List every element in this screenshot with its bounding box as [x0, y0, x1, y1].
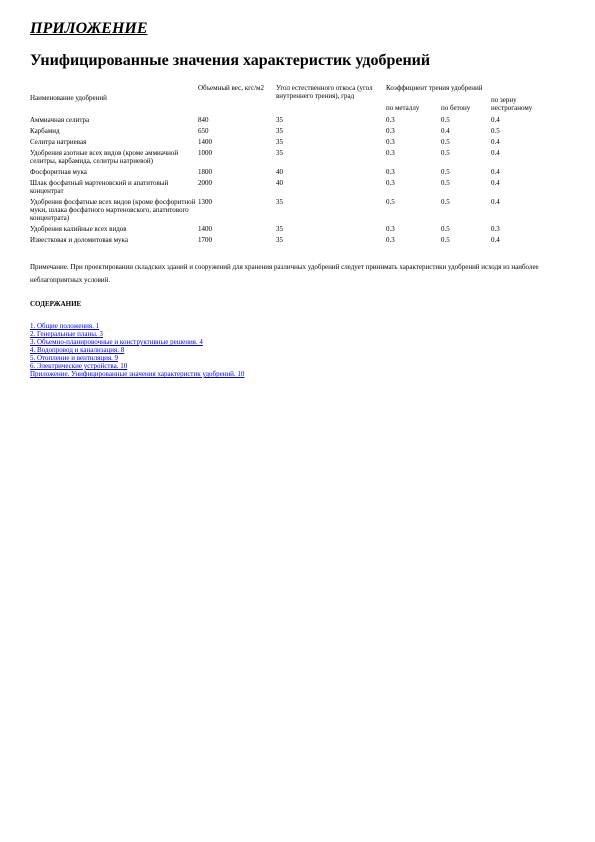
- cell-concrete: 0.5: [441, 198, 450, 206]
- cell-bitumen: 0.4: [491, 236, 500, 244]
- col-header-bitumen: по зерну нестроганому: [491, 96, 533, 112]
- cell-bitumen: 0.4: [491, 116, 500, 124]
- cell-angle: 35: [276, 225, 283, 233]
- cell-bitumen: 0.5: [491, 127, 500, 135]
- cell-bitumen: 0.4: [491, 168, 500, 176]
- cell-concrete: 0.5: [441, 149, 450, 157]
- toc-list: [30, 322, 565, 378]
- cell-name: Карбамид: [30, 127, 60, 135]
- cell-concrete: 0.5: [441, 179, 450, 187]
- cell-bitumen: 0.4: [491, 179, 500, 187]
- cell-density: 840: [198, 116, 209, 124]
- cell-density: 1800: [198, 168, 212, 176]
- toc-link[interactable]: 5. Отопление и вентиляция. 9: [30, 354, 119, 362]
- cell-metal: 0.3: [386, 168, 395, 176]
- table-row: [30, 138, 560, 149]
- toc-link[interactable]: 1. Общие положения. 1: [30, 322, 100, 330]
- table-header-row: [30, 84, 560, 96]
- cell-metal: 0.3: [386, 138, 395, 146]
- table-row: [30, 179, 560, 198]
- cell-bitumen: 0.4: [491, 198, 500, 206]
- cell-bitumen: 0.4: [491, 138, 500, 146]
- col-header-density: Объемный вес, кгс/м2: [198, 84, 264, 92]
- toc-link[interactable]: 6. Электрические устройства. 10: [30, 362, 128, 370]
- cell-density: 1400: [198, 225, 212, 233]
- cell-density: 1000: [198, 149, 212, 157]
- col-header-concrete: по бетону: [441, 104, 471, 112]
- cell-density: 2000: [198, 179, 212, 187]
- table-row: [30, 168, 560, 179]
- cell-angle: 35: [276, 116, 283, 124]
- table-body: [30, 116, 560, 247]
- cell-concrete: 0.5: [441, 138, 450, 146]
- cell-density: 1300: [198, 198, 212, 206]
- cell-bitumen: 0.3: [491, 225, 500, 233]
- cell-angle: 40: [276, 179, 283, 187]
- cell-metal: 0.3: [386, 127, 395, 135]
- cell-bitumen: 0.4: [491, 149, 500, 157]
- cell-concrete: 0.5: [441, 168, 450, 176]
- toc-heading: СОДЕРЖАНИЕ: [30, 300, 82, 308]
- cell-concrete: 0.5: [441, 225, 450, 233]
- cell-angle: 40: [276, 168, 283, 176]
- table-row: [30, 236, 560, 247]
- cell-name: Селитра натриевая: [30, 138, 87, 146]
- toc-link[interactable]: 2. Генеральные планы. 3: [30, 330, 103, 338]
- col-header-friction: Коэффициент трения удобрений: [386, 84, 483, 92]
- col-header-angle: Угол естественного откоса (угол внутреннего трения), град: [276, 84, 373, 100]
- cell-angle: 35: [276, 149, 283, 157]
- fertilizer-table: [30, 84, 560, 247]
- toc-link[interactable]: 4. Водопровод и канализация. 8: [30, 346, 125, 354]
- table-row: [30, 198, 560, 225]
- cell-name: Известковая и доломитовая мука: [30, 236, 128, 244]
- cell-name: Фосфоритная мука: [30, 168, 87, 176]
- cell-name: Шлак фосфатный мартеновский и апатитовый концентрат: [30, 179, 169, 195]
- cell-name: Удобрения калийные всех видов: [30, 225, 127, 233]
- page-title: Унифицированные значения характеристик удобрений: [30, 52, 431, 69]
- table-row: [30, 225, 560, 236]
- cell-density: 650: [198, 127, 209, 135]
- cell-name: Аммиачная селитра: [30, 116, 90, 124]
- cell-metal: 0.5: [386, 198, 395, 206]
- cell-metal: 0.3: [386, 116, 395, 124]
- cell-density: 1700: [198, 236, 212, 244]
- table-row: [30, 127, 560, 138]
- table-note: Примечание. При проектировании складских зданий и сооружений для хранения различных удобрений следует принимать характеристики удобрений исходя из наиболее неблагоприятных условий.: [30, 263, 539, 284]
- cell-concrete: 0.5: [441, 236, 450, 244]
- table-row: [30, 149, 560, 168]
- cell-concrete: 0.5: [441, 116, 450, 124]
- cell-metal: 0.3: [386, 179, 395, 187]
- cell-name: Удобрения азотные всех видов (кроме аммиачной селитры, карбамида, селитры натриевой): [30, 149, 179, 165]
- cell-density: 1400: [198, 138, 212, 146]
- cell-name: Удобрения фосфатные всех видов (кроме фосфоритной муки, шлака фосфатного мартеновского, апатитового концентрата): [30, 198, 196, 222]
- cell-metal: 0.3: [386, 225, 395, 233]
- appendix-heading: ПРИЛОЖЕНИЕ: [30, 20, 148, 37]
- page: [30, 20, 565, 378]
- col-header-name: Наименование удобрений: [30, 94, 107, 102]
- cell-concrete: 0.4: [441, 127, 450, 135]
- toc-link[interactable]: Приложение. Унифицированные значения характеристик удобрений. 10: [30, 370, 245, 378]
- col-header-metal: по металлу: [386, 104, 420, 112]
- cell-metal: 0.3: [386, 236, 395, 244]
- cell-angle: 35: [276, 198, 283, 206]
- table-row: [30, 116, 560, 127]
- cell-angle: 35: [276, 127, 283, 135]
- cell-angle: 35: [276, 236, 283, 244]
- cell-angle: 35: [276, 138, 283, 146]
- cell-metal: 0.3: [386, 149, 395, 157]
- toc-link[interactable]: 3. Объемно-планировочные и конструктивные решения. 4: [30, 338, 203, 346]
